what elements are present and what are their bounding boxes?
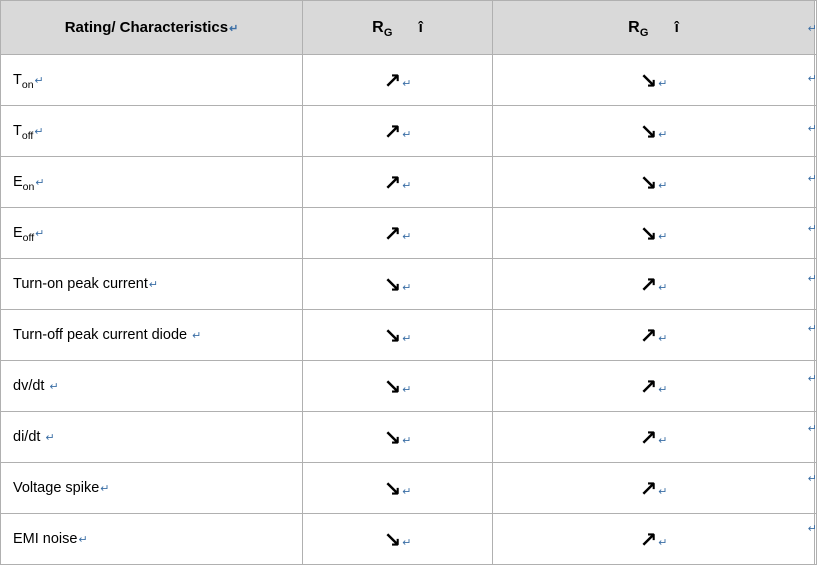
paragraph-mark-icon: ↵ [402,230,412,243]
cell-rg-decrease [493,361,815,412]
paragraph-mark-icon: ↵ [658,281,668,294]
cell-edge [815,412,817,463]
header-cell-rg-increase [303,1,493,55]
paragraph-mark-icon: ↵ [807,323,817,335]
cell-rg-increase [303,514,493,565]
arrow-up-right-icon: ↗ [383,170,402,195]
header-label-rg-1: $R_G$ [372,18,393,39]
cell-rg-increase [303,463,493,514]
cell-rg-decrease [493,412,815,463]
table-body [1,55,817,565]
arrow-down-right-icon: ↘ [639,170,658,195]
table-row [1,157,817,208]
cell-rg-decrease [493,259,815,310]
table-row [1,514,817,565]
cell-rg-decrease [493,463,815,514]
row-label-cell [1,361,303,412]
arrow-down-right-icon: ↘ [639,221,658,246]
paragraph-mark-icon: ↵ [807,273,817,285]
row-label: T [13,72,22,88]
header-cell-rg-decrease [493,1,815,55]
cell-edge [815,157,817,208]
paragraph-mark-icon: ↵ [45,432,55,444]
arrow-up-right-icon: ↗ [383,221,402,246]
paragraph-mark-icon: ↵ [100,483,110,495]
row-label-cell [1,106,303,157]
cell-rg-decrease [493,310,815,361]
row-label-cell [1,55,303,106]
paragraph-mark-icon: ↵ [807,223,817,235]
paragraph-mark-icon: ↵ [807,373,817,385]
paragraph-mark-icon: ↵ [807,123,817,135]
cell-rg-decrease [493,106,815,157]
paragraph-mark-icon: ↵ [34,75,44,87]
table-row [1,208,817,259]
paragraph-mark-icon: ↵ [807,173,817,185]
header-cell-rating-characteristics [1,1,303,55]
paragraph-mark-icon: ↵ [402,383,412,396]
cell-edge [815,463,817,514]
table-row [1,55,817,106]
cell-rg-decrease [493,208,815,259]
row-label-cell [1,259,303,310]
table-row [1,412,817,463]
paragraph-mark-icon: ↵ [658,434,668,447]
cell-edge [815,259,817,310]
paragraph-mark-icon: ↵ [192,330,202,342]
paragraph-mark-icon: ↵ [49,381,59,393]
row-label: di/dt [13,429,45,445]
table-header [1,1,817,55]
paragraph-mark-icon: ↵ [658,77,668,90]
paragraph-mark-icon: ↵ [658,332,668,345]
row-label-cell [1,310,303,361]
paragraph-mark-icon: ↵ [807,73,817,85]
header-mark-2: î [674,19,679,36]
arrow-down-right-icon: ↘ [383,272,402,297]
row-label: E [13,174,23,190]
row-label-cell [1,514,303,565]
cell-rg-decrease [493,157,815,208]
arrow-up-right-icon: ↗ [639,272,658,297]
paragraph-mark-icon: ↵ [78,534,88,546]
paragraph-mark-icon: ↵ [658,536,668,549]
paragraph-mark-icon: ↵ [658,179,668,192]
cell-rg-increase [303,310,493,361]
row-label-cell [1,208,303,259]
row-label: Turn-off peak current diode [13,327,192,343]
paragraph-mark-icon: ↵ [807,473,817,485]
row-label: EMI noise [13,531,78,547]
table-row [1,463,817,514]
cell-rg-decrease [493,514,815,565]
row-label-cell [1,412,303,463]
cell-edge [815,106,817,157]
row-label-subscript: on [21,78,34,91]
cell-rg-increase [303,208,493,259]
arrow-up-right-icon: ↗ [639,425,658,450]
arrow-down-right-icon: ↘ [383,425,402,450]
paragraph-mark-icon: ↵ [402,434,412,447]
header-cell-edge [815,1,817,55]
paragraph-mark-icon: ↵ [148,279,159,291]
arrow-up-right-icon: ↗ [639,323,658,348]
paragraph-mark-icon: ↵ [35,177,45,189]
paragraph-mark-icon: ↵ [402,179,412,192]
arrow-up-right-icon: ↗ [383,119,402,144]
arrow-down-right-icon: ↘ [639,119,658,144]
paragraph-mark-icon: ↵ [658,485,668,498]
cell-rg-increase [303,361,493,412]
table-header-row [1,1,817,55]
header-label-rg-2: $R_G$ [628,18,649,39]
row-label-subscript: off [22,231,35,244]
row-label-cell [1,157,303,208]
paragraph-mark-icon: ↵ [229,23,239,35]
paragraph-mark-icon: ↵ [35,228,45,240]
row-label: dv/dt [13,378,49,394]
row-label-subscript: on [22,180,35,193]
cell-edge [815,208,817,259]
row-label: Turn-on peak current [13,276,148,292]
arrow-up-right-icon: ↗ [639,527,658,552]
arrow-down-right-icon: ↘ [383,476,402,501]
arrow-up-right-icon: ↗ [639,476,658,501]
paragraph-mark-icon: ↵ [402,281,412,294]
cell-rg-increase [303,55,493,106]
table-row [1,106,817,157]
paragraph-mark-icon: ↵ [807,23,817,35]
paragraph-mark-icon: ↵ [658,383,668,396]
paragraph-mark-icon: ↵ [807,423,817,435]
cell-rg-decrease [493,55,815,106]
paragraph-mark-icon: ↵ [658,230,668,243]
paragraph-mark-icon: ↵ [402,128,412,141]
cell-rg-increase [303,106,493,157]
row-label: E [13,225,23,241]
cell-edge [815,361,817,412]
paragraph-mark-icon: ↵ [402,536,412,549]
arrow-up-right-icon: ↗ [639,374,658,399]
paragraph-mark-icon: ↵ [402,485,412,498]
header-mark-1: î [418,19,423,36]
cell-rg-increase [303,157,493,208]
row-label-cell [1,463,303,514]
table-row [1,259,817,310]
paragraph-mark-icon: ↵ [34,126,44,138]
cell-rg-increase [303,412,493,463]
cell-edge [815,514,817,565]
table-row [1,310,817,361]
paragraph-mark-icon: ↵ [807,523,817,535]
cell-edge [815,310,817,361]
arrow-down-right-icon: ↘ [383,374,402,399]
paragraph-mark-icon: ↵ [658,128,668,141]
paragraph-mark-icon: ↵ [402,77,412,90]
row-label-subscript: off [21,129,34,142]
row-label: Voltage spike [13,480,100,496]
table-row [1,361,817,412]
arrow-down-right-icon: ↘ [383,323,402,348]
row-label: T [13,123,22,139]
header-label-rating-characteristics: Rating/ Characteristics [64,19,229,36]
arrow-down-right-icon: ↘ [639,68,658,93]
cell-rg-increase [303,259,493,310]
paragraph-mark-icon: ↵ [402,332,412,345]
arrow-up-right-icon: ↗ [383,68,402,93]
cell-edge [815,55,817,106]
arrow-down-right-icon: ↘ [383,527,402,552]
